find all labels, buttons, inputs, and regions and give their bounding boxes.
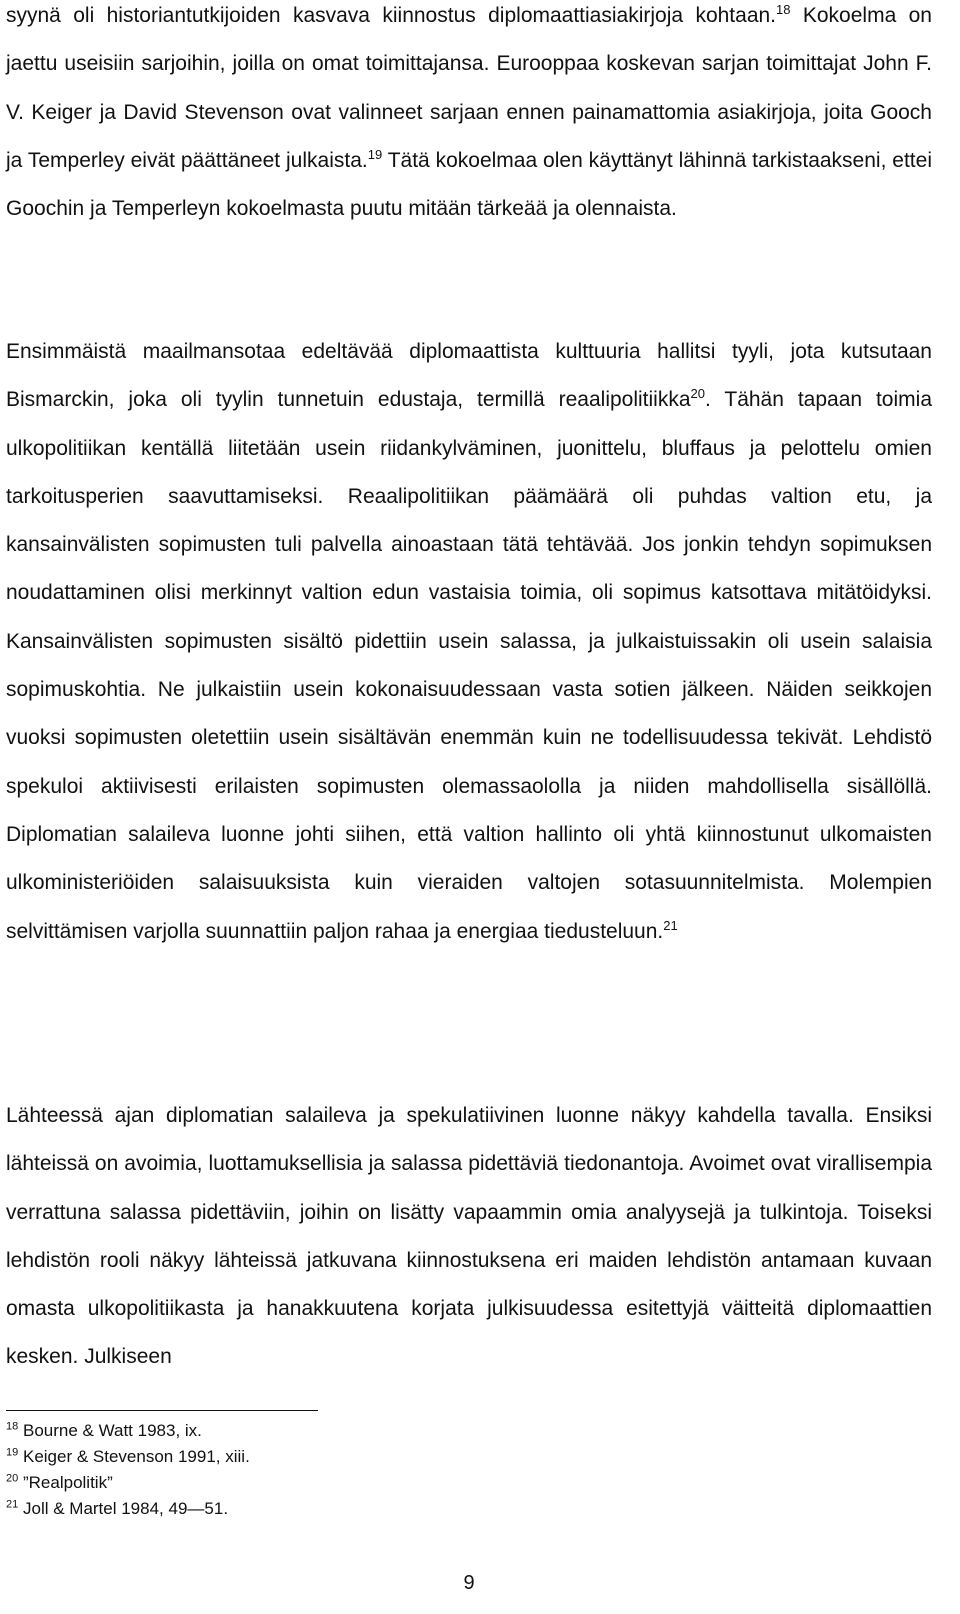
footnote-ref-18: 18 [776,2,791,17]
footnote-number: 21 [6,1498,19,1511]
paragraph-1-text-a: syynä oli historiantutkijoiden kasvava kiinnostus diplomaattiasiakirjoja kohtaan. [6,4,777,27]
footnote-21 [6,1496,606,1522]
footnote-number: 18 [6,1420,19,1433]
footnote-number: 20 [6,1472,19,1485]
footnote-number: 19 [6,1446,19,1459]
body-paragraph-1 [6,0,932,233]
page-number: 9 [463,1572,475,1594]
footnote-18 [6,1418,606,1444]
paragraph-1-text-c: Tätä kokoelmaa olen käyttänyt lähinnä tarkistaakseni, ettei Goochin ja Temperleyn kokoelmasta puutu mitään tärkeää ja olennaista. [6,148,932,221]
paragraph-2-text-a: Ensimmäistä maailmansotaa edeltävää diplomaattista kulttuuria hallitsi tyyli, jota kutsutaan Bismarckin, joka oli tyylin tunnetuin edustaja, termillä reaalipolitiikka [6,340,932,412]
footnote-text: Bourne & Watt 1983, ix. [22,1421,202,1440]
body-paragraph-2 [6,328,932,956]
paragraph-1-text-b: Kokoelma on jaettu useisiin sarjoihin, joilla on omat toimittajansa. Eurooppaa koskevan sarjan toimittajat John F. V. Keiger ja David Stevenson ovat valinneet sarjaan ennen painamattomia asiakirjoja, joita Gooch ja Temperley eivät päättäneet julkaista. [6,4,932,172]
footnote-ref-20: 20 [690,386,705,402]
footnote-ref-21: 21 [663,917,678,933]
footnote-ref-19: 19 [367,146,383,162]
footnote-20 [6,1470,606,1496]
document-page [6,0,932,1614]
footnote-text: Keiger & Stevenson 1991, xiii. [22,1447,250,1466]
footnote-separator [6,1410,318,1411]
footnote-19 [6,1444,606,1470]
footnote-text: Joll & Martel 1984, 49—51. [22,1499,229,1518]
footnotes [6,1418,606,1522]
footnote-text: ”Realpolitik” [22,1473,113,1492]
body-paragraph-3 [6,1092,932,1382]
paragraph-2-text-b: . Tähän tapaan toimia ulkopolitiikan kentällä liitetään usein riidankylväminen, juonittelu, bluffaus ja pelottelu omien tarkoitusperien saavuttamiseksi. Reaalipolitiikan päämäärä oli puhdas valtion etu, ja kansainvälisten sopimusten tuli palvella ainoastaan tätä tehtävää. Jos jonkin tehdyn sopimuksen noudattaminen olisi merkinnyt valtion edun vastaisia toimia, oli sopimus katsottava mitätöidyksi. Kansainvälisten sopimusten sisältö pidettiin usein salassa, ja julkaistuissakin oli usein salaisia sopimuskohtia. Ne julkaistiin usein kokonaisuudessaan vasta sotien jälkeen. Näiden seikkojen vuoksi sopimusten oletettiin usein sisältävän enemmän kuin ne todellisuudessa tekivät. Lehdistö spekuloi aktiivisesti erilaisten sopimusten olemassaololla ja niiden mahdollisella sisällöllä. Diplomatian salaileva luonne johti siihen, että valtion hallinto oli yhtä kiinnostunut ulkomaisten ulkoministeriöiden salaisuuksista kuin vieraiden valtojen sotasuunnitelmista. Molempien selvittämisen varjolla suunnattiin paljon rahaa ja energiaa tiedusteluun. [6,388,932,943]
paragraph-3-text: Lähteessä ajan diplomatian salaileva ja spekulatiivinen luonne näkyy kahdella tavalla. Ensiksi lähteissä on avoimia, luottamuksellisia ja salassa pidettäviä tiedonantoja. Avoimet ovat virallisempia verrattuna salassa pidettäviin, joihin on lisätty vapaammin omia analyysejä ja tulkintoja. Toiseksi lehdistön rooli näkyy lähteissä jatkuvana kiinnostuksena eri maiden lehdistön antamaan kuvaan omasta ulkopolitiikasta ja hanakkuutena korjata julkisuudessa esitettyjä väitteitä diplomaattien kesken. Julkiseen [6,1104,932,1369]
